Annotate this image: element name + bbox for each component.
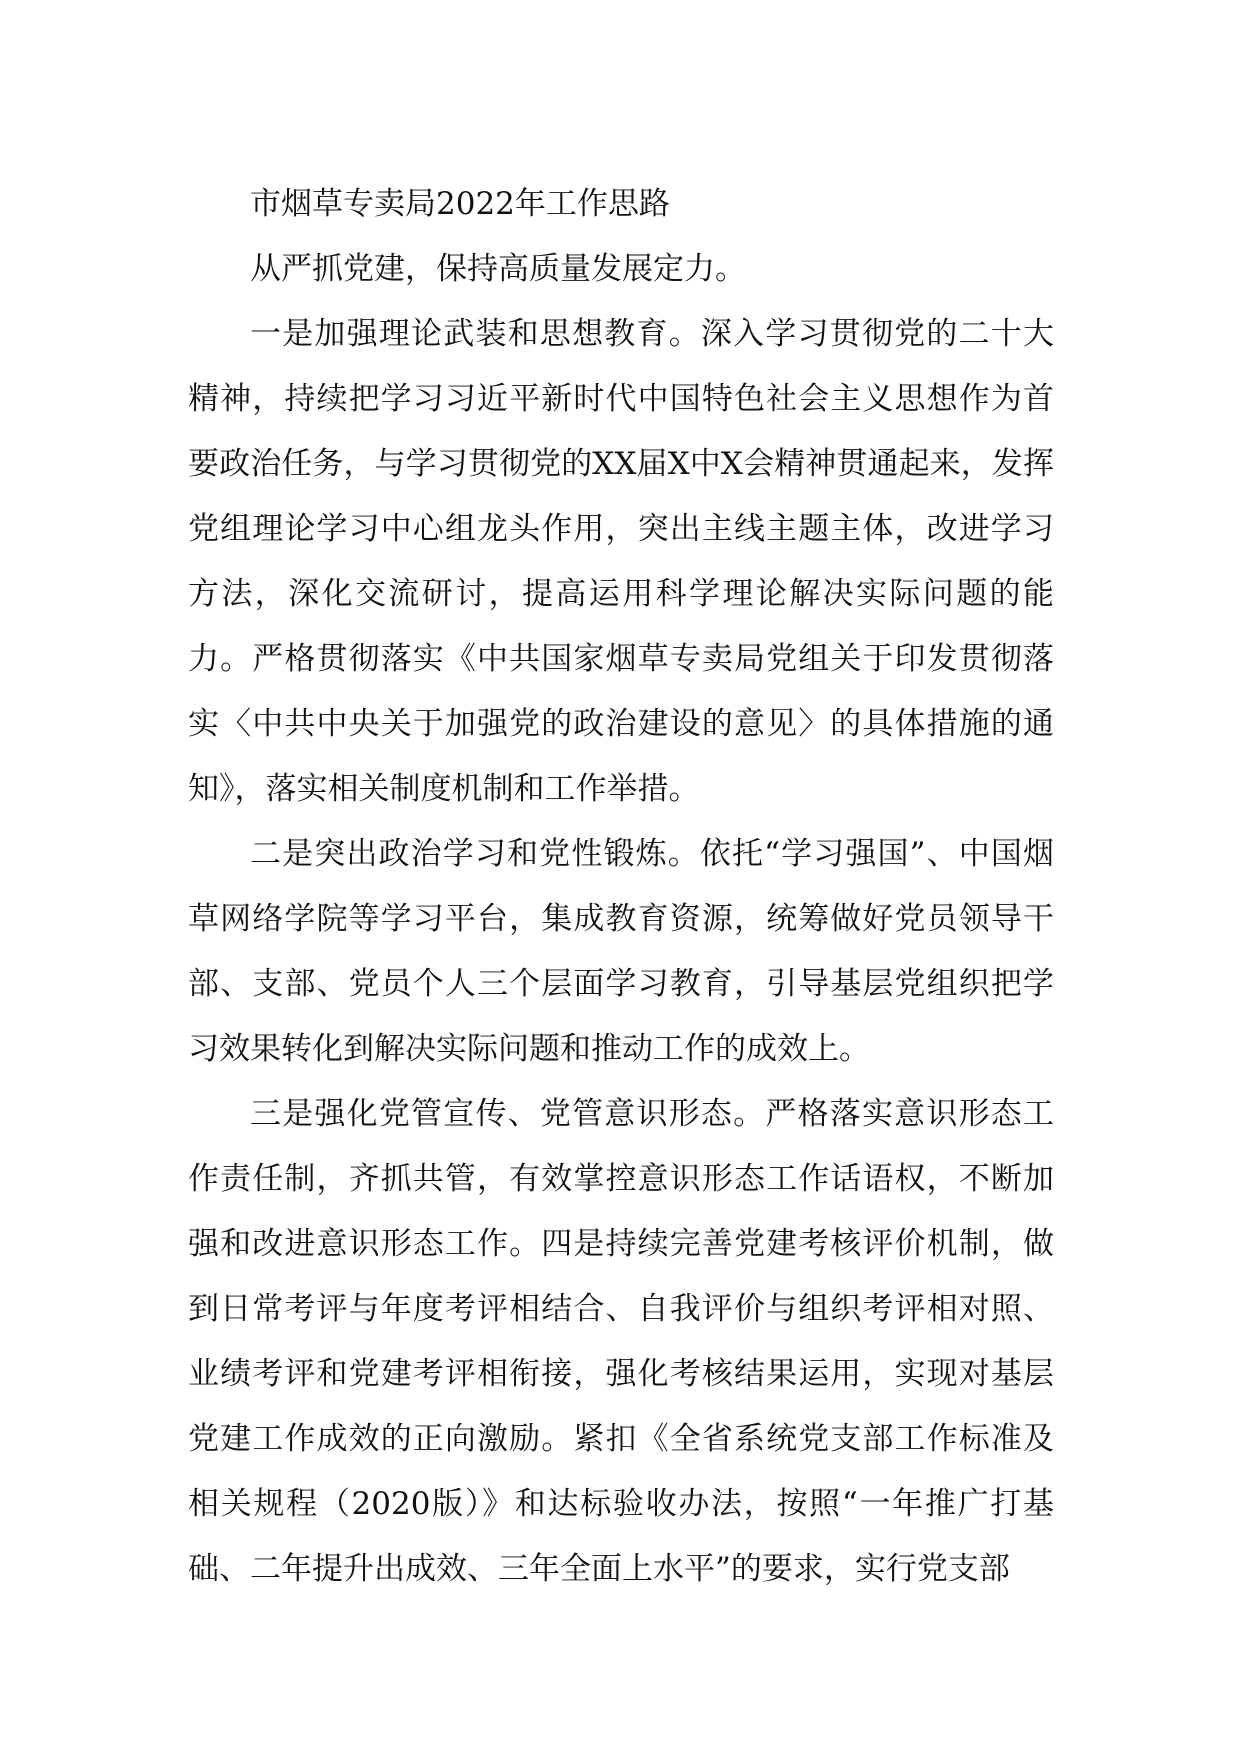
paragraph-publicity-ideology: 三是强化党管宣传、党管意识形态。严格落实意识形态工作责任制，齐抓共管，有效掌控意识形态工作话语权，不断加强和改进意识形态工作。四是持续完善党建考核评价机制，做到日常考评与年度考评相结合、自我评价与组织考评相对照、业绩考评和党建考评相衔接，强化考核结果运用，实现对基层党建工作成效的正向激励。紧扣《全省系统党支部工作标准及相关规程（2020版）》和达标验收办法，按照“一年推广打基础、二年提升出成效、三年全面上水平”的要求，实行党支部 <box>188 1096 1054 1587</box>
paragraph-intro: 从严抓党建，保持高质量发展定力。 <box>250 251 746 287</box>
paragraph-theory-education: 一是加强理论武装和思想教育。深入学习贯彻党的二十大精神，持续把学习习近平新时代中国特色社会主义思想作为首要政治任务，与学习贯彻党的XX届X中X会精神贯通起来，发挥党组理论学习中心组龙头作用，突出主线主题主体，改进学习方法，深化交流研讨，提高运用科学理论解决实际问题的能力。严格贯彻落实《中共国家烟草专卖局党组关于印发贯彻落实〈中共中央关于加强党的政治建设的意见〉的具体措施的通知》，落实相关制度机制和工作举措。 <box>188 316 1054 807</box>
paragraph-political-study: 二是突出政治学习和党性锻炼。依托“学习强国”、中国烟草网络学院等学习平台，集成教育资源，统筹做好党员领导干部、支部、党员个人三个层面学习教育，引导基层党组织把学习效果转化到解决实际问题和推动工作的成效上。 <box>188 836 1054 1067</box>
document-title: 市烟草专卖局2022年工作思路 <box>250 186 670 222</box>
document-body <box>188 172 1054 1602</box>
